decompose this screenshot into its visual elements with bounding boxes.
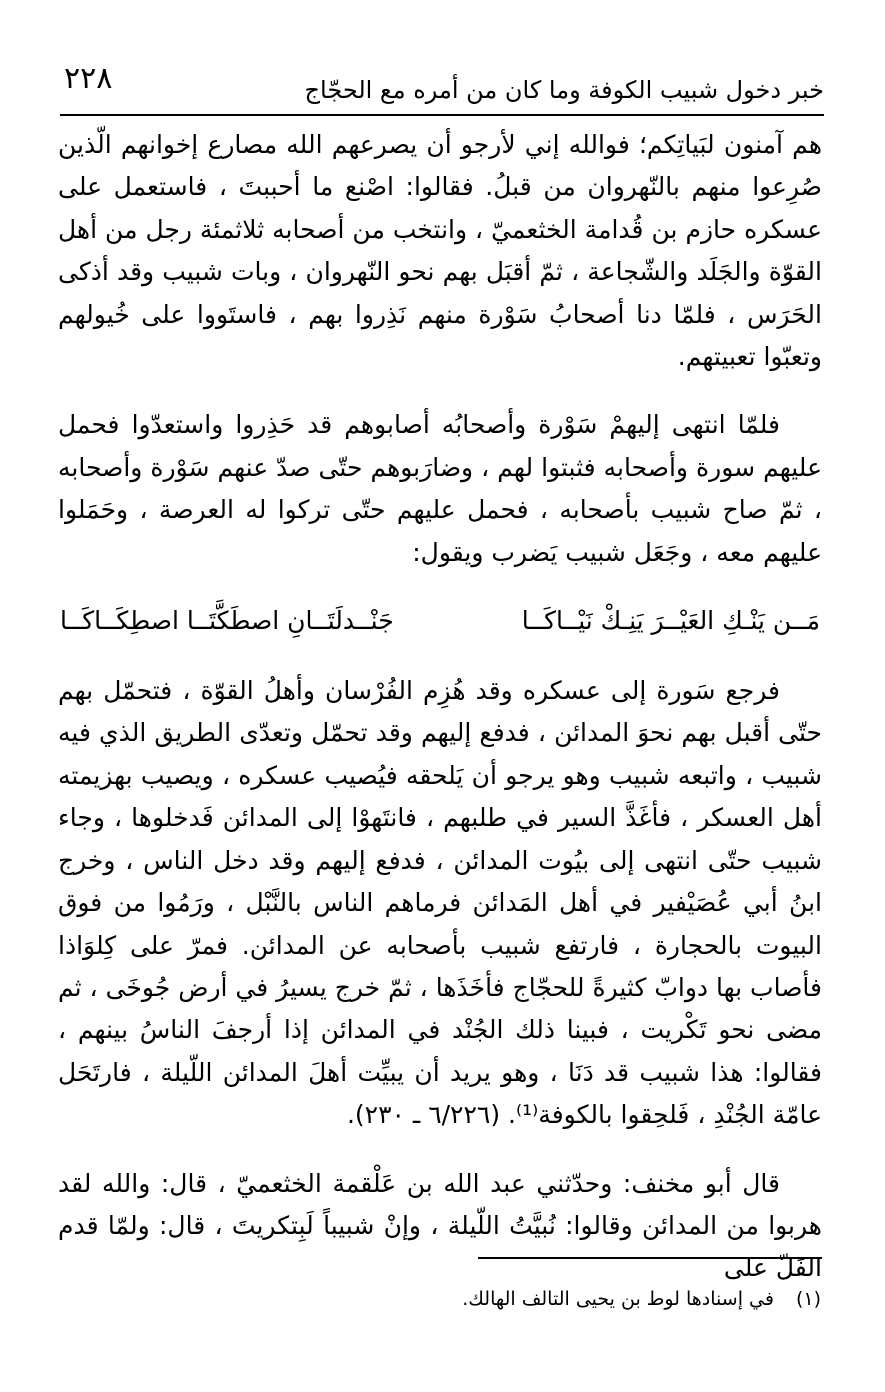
paragraph-3: فرجع سَورة إلى عسكره وقد هُزِم الفُرْسان وأهلُ القوّة ، فتحمّل بهم حتّى أقبل بهم نحوَ المدائن ، فدفع إليهم وقد تحمّل وتعدّى الطريق الذي فيه شبيب ، واتبعه شبيب وهو يرجو أن يَلحقه فيُصيب عسكره ، ويصيب بهزيمته أهل العسكر ، فأغَذَّ السير في طلبهم ، فانتَهوْا إلى المدائن فَدخلوها ، وجاء شبيب حتّى انتهى إلى بيُوت المدائن ، فدفع إليهم وقد دخل الناس ، وخرج ابنُ أبي عُصَيْفير في أهل المَدائن فرماهم الناس بالنَّبْل ، ورَمُوا من فوق البيوت بالحجارة ، فارتفع شبيب بأصحابه عن المدائن. فمرّ على كِلوَاذا فأصاب بها دوابّ كثيرةً للحجّاج فأخَذَها ، ثمّ خرج يسيرُ في أرض جُوخَى ، ثم مضى نحو تَكْريت ، فبينا ذلك الجُنْد في المدائن إذا أرجفَ الناسُ بينهم ، فقالوا: هذا شبيب قد دَنَا ، وهو يريد أن يبيِّت أهلَ المدائن اللّيلة ، فارتَحَل عامّة الجُنْدِ ، فَلحِقوا بالكوفة⁽¹⁾. (٦/٢٢٦ ـ ٢٣٠). xyxy=(58,676,822,1130)
paragraph-gap xyxy=(58,574,822,600)
paragraph-gap xyxy=(58,644,822,670)
verse-hemistich-right: مَــن يَنْـكِ العَيْــرَ يَنِـكْ نَيْــاكَــا xyxy=(521,606,820,636)
paragraph-gap xyxy=(58,378,822,404)
paragraph-gap xyxy=(58,1137,822,1163)
verse-hemistich-left: جَنْــدلَتَــانِ اصطَكَّتَــا اصطِكَــاكَــا xyxy=(60,606,394,636)
page-header xyxy=(60,58,824,116)
paragraph-1: هم آمنون لبَياتِكم؛ فوالله إني لأرجو أن يصرعهم الله مصارع إخوانهم الّذين صُرِعوا منهم بالنّهروان من قبلُ. فقالوا: اصْنع ما أحببتَ ، فاستعمل على عسكره حازم بن قُدامة الخثعميّ ، وانتخب من أصحابه ثلاثمئة رجل من أهل القوّة والجَلَد والشّجاعة ، ثمّ أقبَل بهم نحو النّهروان ، وبات شبيب وقد أذكى الحَرَس ، فلمّا دنا أصحابُ سَوْرة منهم نَذِروا بهم ، فاستَووا على خُيولهم وتعبّوا تعبيتهم. xyxy=(58,130,822,372)
footnote-number: (١) xyxy=(795,1288,821,1310)
body-text xyxy=(58,124,822,1290)
poetry-verse xyxy=(58,600,822,644)
paragraph-2: فلمّا انتهى إليهمْ سَوْرة وأصحابُه أصابوهم قد حَذِروا واستعدّوا فحمل عليهم سورة وأصحابه فثبتوا لهم ، وضارَبوهم حتّى صدّ عنهم سَوْرة وأصحابه ، ثمّ صاح شبيب بأصحابه ، فحمل عليهم حتّى تركوا له العرصة ، وحَمَلوا عليهم معه ، وجَعَل شبيب يَضرب ويقول: xyxy=(58,410,822,567)
footnote-text: في إسنادها لوط بن يحيى التالف الهالك. xyxy=(462,1288,774,1310)
paragraph-4: قال أبو مخنف: وحدّثني عبد الله بن عَلْقمة الخثعميّ ، قال: والله لقد هربوا من المدائن وقالوا: نُبيَّتُ اللّيلة ، وإنْ شبيباً لَبِتكريتَ ، قال: ولمّا قدم الفَلّ على xyxy=(58,1168,822,1283)
footnote-separator xyxy=(478,1257,822,1259)
page-number: ٢٢٨ xyxy=(64,61,113,96)
running-title: خبر دخول شبيب الكوفة وما كان من أمره مع الحجّاج xyxy=(304,76,824,104)
footnote xyxy=(81,1284,821,1314)
